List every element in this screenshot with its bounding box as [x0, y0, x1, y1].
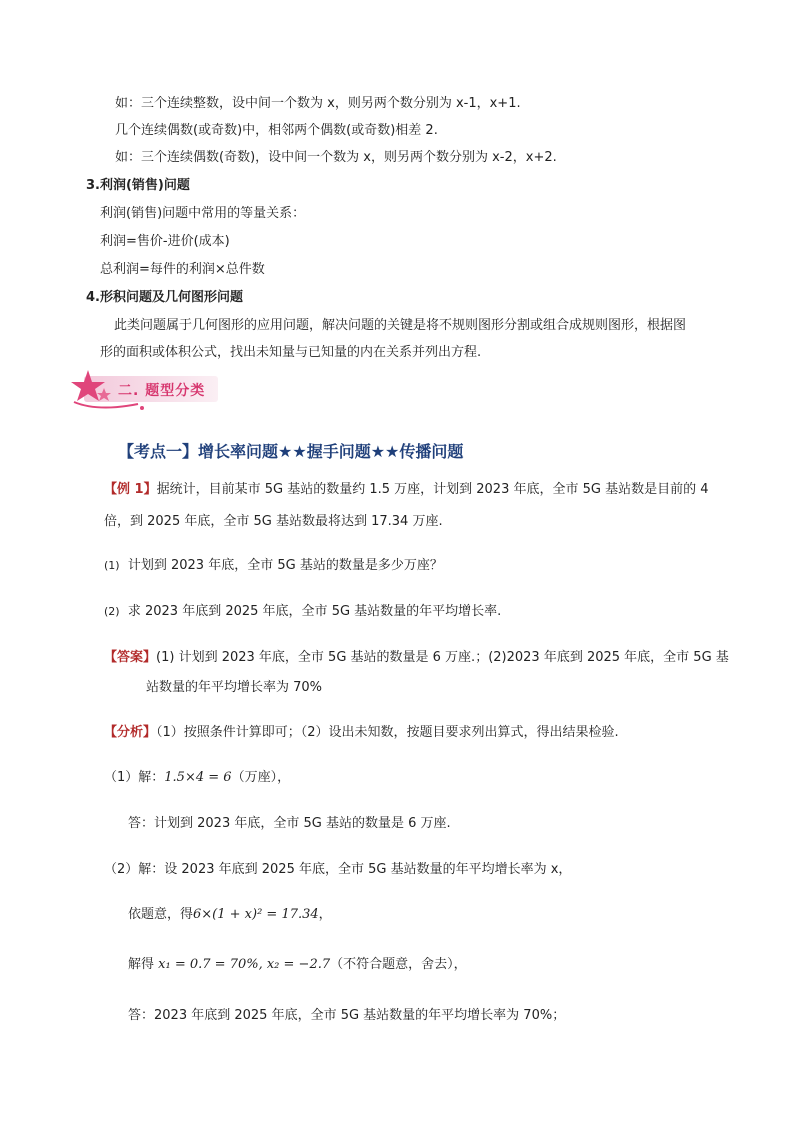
solution-step [104, 768, 290, 788]
text-line: 总利润=每件的利润×总件数 [100, 262, 265, 277]
equation-label: 依题意，得 [128, 907, 194, 922]
question-text: 计划到 2023 年底，全市 5G 基站的数量是多少万座？ [127, 558, 443, 573]
math-expression: 1.5×4 = 6 [164, 770, 232, 785]
math-expression: 6×(1 + x)² = 17.34 [193, 907, 319, 922]
analysis-line [104, 723, 619, 743]
answer-line: 站数量的年平均增长率为 70% [146, 680, 323, 695]
paragraph-line: 此类问题属于几何图形的应用问题，解决问题的关键是将不规则图形分割或组合成规则图形，根据图 [114, 318, 687, 333]
section-label: 二. 题型分类 [118, 383, 206, 399]
solution-text: ， [318, 907, 332, 922]
answer-line [104, 648, 729, 668]
solution-answer: 答：计划到 2023 年底，全市 5G 基站的数量是 6 万座. [128, 816, 451, 831]
solution-result [128, 955, 467, 975]
text-line: 利润=售价-进价(成本) [100, 234, 230, 249]
answer-text: (1) 计划到 2023 年底，全市 5G 基站的数量是 6 万座.；(2)2023 年底到 2025 年底，全市 5G 基 [156, 650, 729, 665]
analysis-tag: 【分析】 [104, 725, 157, 740]
solution-equation [128, 905, 332, 925]
text-line: 如：三个连续偶数(奇数)，设中间一个数为 x，则另两个数分别为 x-2，x+2. [115, 150, 557, 165]
solution-step [104, 860, 571, 880]
question-number: (1) [104, 559, 120, 572]
solution-answer: 答：2023 年底到 2025 年底，全市 5G 基站数量的年平均增长率为 70%； [128, 1008, 566, 1023]
subheading: 4.形积问题及几何图形问题 [86, 290, 243, 305]
result-label: 解得 [128, 957, 155, 972]
answer-tag: 【答案】 [104, 650, 157, 665]
question-text: 求 2023 年底到 2025 年底，全市 5G 基站数量的年平均增长率. [127, 604, 502, 619]
star-icon [68, 368, 148, 412]
example-text: 据统计，目前某市 5G 基站的数量约 1.5 万座，计划到 2023 年底，全市 5G 基站数是目前的 4 [156, 482, 709, 497]
solution-label: （2）解： [104, 862, 165, 877]
example-tag: 【例 1】 [104, 482, 157, 497]
example-line [104, 480, 709, 500]
paragraph-line: 形的面积或体积公式，找出未知量与已知量的内在关系并列出方程. [100, 345, 482, 360]
solution-text: （万座）， [231, 770, 291, 785]
solution-text: （不符合题意，舍去）， [330, 957, 467, 972]
question-2 [104, 602, 501, 622]
analysis-text: （1）按照条件计算即可；（2）设出未知数，按题目要求列出算式，得出结果检验. [156, 725, 619, 740]
solution-label: （1）解： [104, 770, 165, 785]
solution-text: 设 2023 年底到 2025 年底，全市 5G 基站数量的年平均增长率为 x， [164, 862, 572, 877]
kaodian-title: 【考点一】增长率问题★★握手问题★★传播问题 [118, 442, 464, 461]
text-line: 如：三个连续整数，设中间一个数为 x，则另两个数分别为 x-1，x+1. [115, 96, 521, 111]
example-line: 倍，到 2025 年底，全市 5G 基站数最将达到 17.34 万座. [104, 514, 443, 529]
math-expression: x₁ = 0.7 = 70%, x₂ = −2.7 [158, 957, 331, 972]
question-number: (2) [104, 605, 120, 618]
text-line: 几个连续偶数(或奇数)中，相邻两个偶数(或奇数)相差 2. [115, 123, 438, 138]
subheading: 3.利润(销售)问题 [86, 178, 190, 193]
text-line: 利润(销售)问题中常用的等量关系： [100, 206, 306, 221]
question-1 [104, 556, 443, 576]
